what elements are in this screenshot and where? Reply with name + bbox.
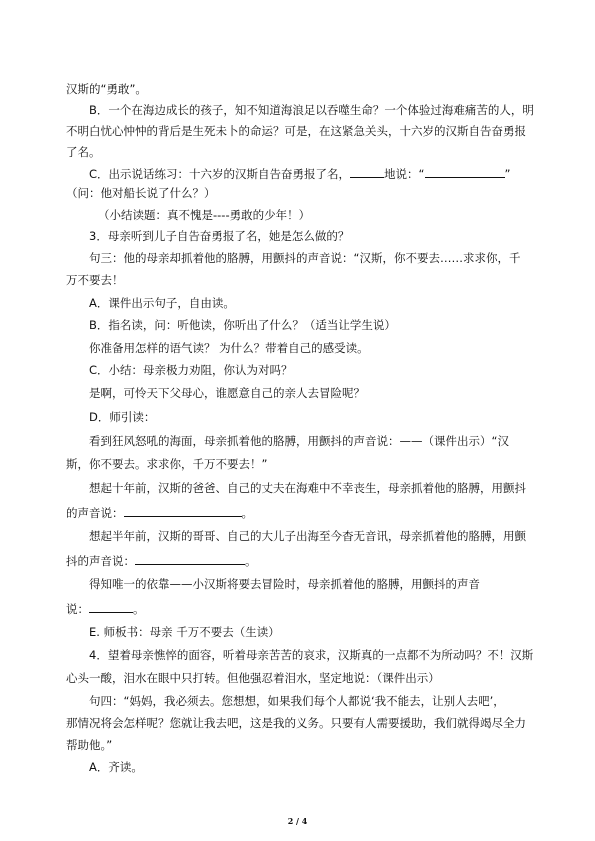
text-line: C．小结：母亲极力劝阻，你认为对吗？ <box>89 363 293 377</box>
text-line: E. 师板书：母亲 千万不要去（生读） <box>89 625 280 639</box>
page-number: 2 / 4 <box>287 816 308 826</box>
text-line: 斯，你不要去。求求你，千万不要去！” <box>66 457 268 471</box>
fill-blank <box>124 505 242 517</box>
text-segment: 。 <box>133 602 145 616</box>
text-line: 得知唯一的依靠——小汉斯将要去冒险时，母亲抓着他的胳膊，用颤抖的声音 <box>89 577 480 591</box>
text-line: B．一个在海边成长的孩子，知不知道海浪足以吞噬生命？一个体验过海难痛苦的人，明 <box>89 103 534 117</box>
text-line: 心头一酸，泪水在眼中只打转。但他强忍着泪水，坚定地说：（课件出示） <box>66 671 440 685</box>
text-line: B．指名读，问：听他读，你听出了什么？（适当让学生说） <box>89 318 396 332</box>
text-line: 那情况将会怎样呢？您就让我去吧，这是我的义务。只要有人需要援助，我们就得竭尽全力 <box>66 716 526 730</box>
fill-blank <box>89 601 133 613</box>
text-line: 想起半年前，汉斯的哥哥、自己的大儿子出海至今杳无音讯，母亲抓着他的胳膊，用颤 <box>89 529 526 543</box>
text-line: 句三：他的母亲却抓着他的胳膊，用颤抖的声音说：“汉斯，你不要去……求求你，千 <box>89 251 521 265</box>
text-line: A．齐读。 <box>89 760 143 774</box>
text-line: 4．望着母亲憔悴的面容，听着母亲苦苦的哀求，汉斯真的一点都不为所动吗？不！汉斯 <box>89 648 534 662</box>
text-line: 是啊，可怜天下父母心，谁愿意自己的亲人去冒险呢？ <box>89 386 365 400</box>
text-line: 帮助他。” <box>66 738 113 752</box>
fill-in-line <box>66 553 257 568</box>
fill-blank <box>350 166 384 178</box>
text-segment: 的声音说： <box>66 506 124 520</box>
text-line: 万不要去！ <box>66 273 124 287</box>
fill-blank <box>425 166 505 178</box>
text-line: A．课件出示句子，自由读。 <box>89 296 235 310</box>
text-segment: 说： <box>66 602 89 616</box>
text-line: D．师引读： <box>89 410 156 424</box>
fill-in-line <box>66 601 145 616</box>
text-line: 想起十年前，汉斯的爸爸、自己的丈夫在海难中不幸丧生，母亲抓着他的胳膊，用颤抖 <box>89 481 526 495</box>
text-segment: ” <box>504 167 511 181</box>
fill-blank <box>135 553 245 565</box>
text-segment: C．出示说话练习：十六岁的汉斯自告奋勇报了名， <box>89 167 351 181</box>
fill-in-line <box>66 505 253 520</box>
text-segment: 。 <box>241 506 253 520</box>
text-line: 你准备用怎样的语气读？ 为什么？带着自己的感受读。 <box>89 341 369 355</box>
text-line: 句四：“妈妈，我必须去。您想想，如果我们每个人都说‘我不能去，让别人去吧’， <box>89 694 505 708</box>
text-line: 看到狂风怒吼的海面，母亲抓着他的胳膊，用颤抖的声音说：——（课件出示）“汉 <box>89 434 509 448</box>
text-segment: 。 <box>245 554 257 568</box>
text-line: 3．母亲听到儿子自告奋勇报了名，她是怎么做的？ <box>89 229 350 243</box>
text-line: 了名。 <box>66 145 101 159</box>
text-line: （问：他对船长说了什么？） <box>66 186 216 200</box>
text-line: 不明白忧心忡忡的背后是生死未卜的命运？可是，在这紧急关头，十六岁的汉斯自告奋勇报 <box>66 124 526 138</box>
text-segment: 抖的声音说： <box>66 554 135 568</box>
speaking-exercise-line <box>89 166 510 181</box>
text-line: （小结读题：真不愧是----勇敢的少年！） <box>98 208 311 222</box>
text-segment: 地说：“ <box>384 167 425 181</box>
text-line: 汉斯的“勇敢”。 <box>66 82 147 96</box>
